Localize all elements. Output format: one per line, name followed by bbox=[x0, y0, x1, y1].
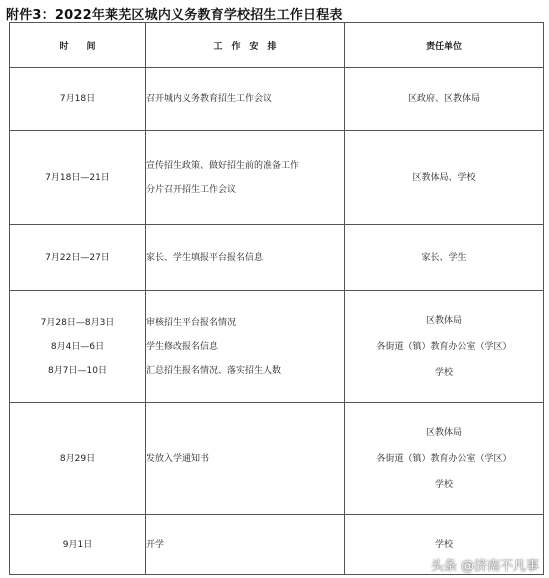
org-cell bbox=[345, 291, 544, 403]
time-text: 8月4日—6日 bbox=[50, 341, 105, 352]
schedule-table bbox=[9, 22, 544, 575]
work-text: 审核招生平台报名情况 bbox=[146, 317, 237, 328]
work-text: 发放入学通知书 bbox=[146, 453, 210, 464]
work-cell bbox=[146, 131, 345, 225]
header-org: 责任单位 bbox=[345, 23, 544, 68]
org-text: 区教体局 bbox=[425, 427, 462, 438]
work-cell bbox=[146, 225, 345, 291]
document-title: 附件3：2022年莱芜区城内义务教育学校招生工作日程表 bbox=[6, 8, 343, 23]
time-text: 7月28日—8月3日 bbox=[40, 317, 115, 328]
table-row bbox=[10, 68, 544, 131]
header-work: 工 作 安 排 bbox=[146, 23, 345, 68]
time-text: 9月1日 bbox=[62, 539, 93, 550]
org-cell bbox=[345, 68, 544, 131]
table-row bbox=[10, 131, 544, 225]
org-text: 学校 bbox=[434, 539, 453, 550]
work-text: 召开城内义务教育招生工作会议 bbox=[146, 94, 273, 104]
work-cell bbox=[146, 515, 345, 575]
time-text: 7月22日—27日 bbox=[45, 252, 110, 263]
time-cell bbox=[10, 515, 146, 575]
org-text: 各街道（镇）教育办公室（学区） bbox=[376, 341, 512, 352]
org-text: 家长、学生 bbox=[421, 252, 467, 263]
org-cell bbox=[345, 131, 544, 225]
org-text: 区教体局、学校 bbox=[412, 172, 476, 183]
time-cell bbox=[10, 403, 146, 515]
time-text: 8月29日 bbox=[59, 453, 96, 464]
table-row bbox=[10, 403, 544, 515]
work-cell bbox=[146, 403, 345, 515]
work-cell bbox=[146, 68, 345, 131]
time-cell bbox=[10, 291, 146, 403]
header-time: 时 间 bbox=[10, 23, 146, 68]
time-text: 8月7日—10日 bbox=[48, 365, 107, 376]
header-row bbox=[10, 23, 544, 68]
work-text: 宣传招生政策、做好招生前的准备工作 bbox=[146, 160, 300, 171]
org-text: 学校 bbox=[434, 367, 453, 378]
work-cell bbox=[146, 291, 345, 403]
org-text: 学校 bbox=[434, 479, 453, 490]
time-cell bbox=[10, 131, 146, 225]
org-text: 区教体局 bbox=[425, 315, 462, 326]
work-text: 家长、学生填报平台报名信息 bbox=[146, 252, 264, 263]
org-text: 各街道（镇）教育办公室（学区） bbox=[376, 453, 512, 464]
work-text: 汇总招生报名情况、落实招生人数 bbox=[146, 365, 282, 376]
work-text: 开学 bbox=[146, 539, 165, 550]
time-text: 7月18日 bbox=[59, 94, 96, 104]
work-text: 学生修改报名信息 bbox=[146, 341, 219, 352]
table-row bbox=[10, 225, 544, 291]
time-cell bbox=[10, 225, 146, 291]
org-cell bbox=[345, 403, 544, 515]
org-cell bbox=[345, 225, 544, 291]
table-row bbox=[10, 291, 544, 403]
org-text: 区政府、区教体局 bbox=[407, 94, 480, 104]
watermark: 头条 @济南不凡事 bbox=[430, 559, 539, 574]
time-text: 7月18日—21日 bbox=[45, 172, 110, 183]
time-cell bbox=[10, 68, 146, 131]
work-text: 分片召开招生工作会议 bbox=[146, 184, 237, 195]
